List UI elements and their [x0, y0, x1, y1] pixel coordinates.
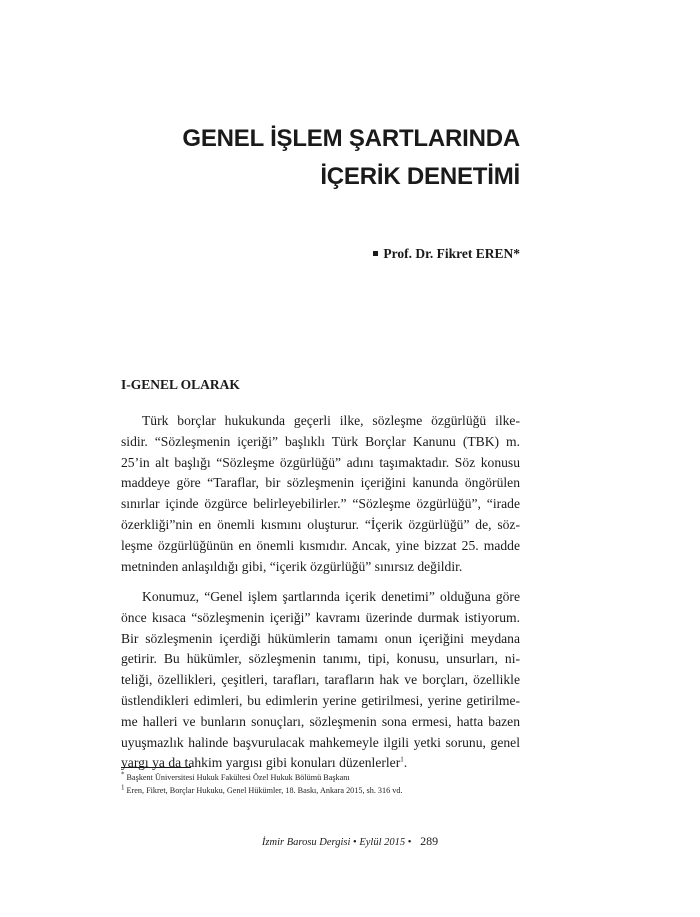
paragraph-line-end: . — [403, 755, 408, 771]
footer-separator: • — [353, 837, 357, 848]
paragraph-line-text: maddeye göre “Taraflar, bir sözleşmenin içeriğini kanunda öngörülen — [121, 475, 520, 491]
paragraph-line — [121, 670, 520, 691]
paragraph-line — [121, 753, 520, 774]
paragraph-line — [121, 473, 520, 494]
paragraph-line — [121, 712, 520, 733]
paragraph-2 — [121, 587, 520, 774]
paragraph-line-text: Bir sözleşmenin içerdiği hükümlerin tamamı onun içeriğini meydana — [121, 630, 520, 646]
paragraph-line-text: Konumuz, “Genel işlem şartlarında içerik denetimi” olduğuna göre — [142, 589, 520, 604]
paragraph-line — [121, 587, 520, 608]
author-name: Prof. Dr. Fikret EREN — [383, 246, 514, 261]
footer-separator: • — [407, 837, 412, 848]
author-footnote-mark: * — [513, 246, 520, 261]
article-title-line-2: İÇERİK DENETİMİ — [320, 163, 520, 190]
footnote-2 — [121, 783, 403, 795]
footnote-text: Eren, Fikret, Borçlar Hukuku, Genel Hükümler, 18. Baskı, Ankara 2015, sh. 316 vd. — [126, 786, 403, 795]
article-title-line-1: GENEL İŞLEM ŞARTLARINDA — [182, 125, 520, 152]
paragraph-line — [121, 733, 520, 754]
paragraph-line — [121, 411, 520, 432]
journal-name: İzmir Barosu Dergisi — [261, 837, 351, 848]
paragraph-line — [121, 691, 520, 712]
section-heading: I-GENEL OLARAK — [121, 377, 240, 392]
paragraph-line — [121, 649, 520, 670]
paragraph-line — [121, 515, 520, 536]
footnote-divider — [121, 767, 191, 768]
footnote-mark: * — [121, 770, 125, 779]
footnote-text: Başkent Üniversitesi Hukuk Fakültesi Özel Hukuk Bölümü Başkanı — [126, 773, 350, 782]
paragraph-line — [121, 629, 520, 650]
paragraph-line-text: 25’in alt başlığı “Sözleşme özgürlüğü” adını taşımaktadır. Söz konusu — [121, 454, 520, 470]
paragraph-line-text: sınırlar içinde özgürce belirleyebilirler.” “Sözleşme özgürlüğü”, “irade — [121, 496, 520, 512]
footnote-reference[interactable]: 1 — [400, 755, 404, 764]
paragraph-line-text: leşme özgürlüğünün en önemli kısmıdır. Ancak, yine bizzat 25. madde — [121, 537, 520, 553]
paragraph-line-text: özerkliği”nin en önemli kısmını oluşturur. “İçerik özgürlüğü” de, söz- — [121, 516, 520, 532]
paragraph-line-text: me halleri ve bunların sonuçları, sözleşmenin sona ermesi, hatta bazen — [121, 713, 520, 729]
page-footer — [0, 834, 700, 849]
paragraph-line-text: Türk borçlar hukukunda geçerli ilke, sözleşme özgürlüğü ilke- — [142, 413, 520, 428]
paragraph-line — [121, 536, 520, 557]
footnote-mark: 1 — [121, 783, 125, 792]
paragraph-line — [121, 608, 520, 629]
page-number: 289 — [420, 834, 439, 848]
paragraph-line-text: önce kısaca “sözleşmenin içeriği” kavramı üzerinde durmak istiyorum. — [121, 609, 520, 625]
article-title — [182, 120, 520, 196]
paragraph-line — [121, 432, 520, 453]
paragraph-line-text: sidir. “Sözleşmenin içeriği” başlıklı Türk Borçlar Kanunu (TBK) m. — [121, 433, 520, 449]
paragraph-line-text: getirir. Bu hükümler, sözleşmenin tanımı, tipi, konusu, unsurları, ni- — [121, 651, 520, 667]
paragraph-line-text: uyuşmazlık halinde başvurulacak mahkemeyle ilgili yetki sorunu, genel — [121, 734, 520, 750]
paragraph-line — [121, 557, 520, 578]
paragraph-line — [121, 494, 520, 515]
paragraph-1 — [121, 411, 520, 577]
paragraph-line-text: yargı ya da tahkim yargısı gibi konuları düzenlerler — [121, 755, 401, 771]
paragraph-line-text: teliği, özellikleri, çeşitleri, tarafları, tarafların hak ve borçları, özellikle — [121, 672, 520, 688]
footnote-1 — [121, 770, 350, 782]
issue-date: Eylül 2015 — [359, 837, 406, 848]
paragraph-line — [121, 453, 520, 474]
author-line — [373, 246, 520, 262]
paragraph-line-text: metninden anlaşıldığı gibi, “içerik özgürlüğü” sınırsız değildir. — [121, 558, 463, 574]
bullet-square-icon — [373, 251, 378, 256]
paragraph-line-text: üstlendikleri edimleri, bu edimlerin yerine getirilmesi, yerine getirilme- — [121, 692, 520, 708]
